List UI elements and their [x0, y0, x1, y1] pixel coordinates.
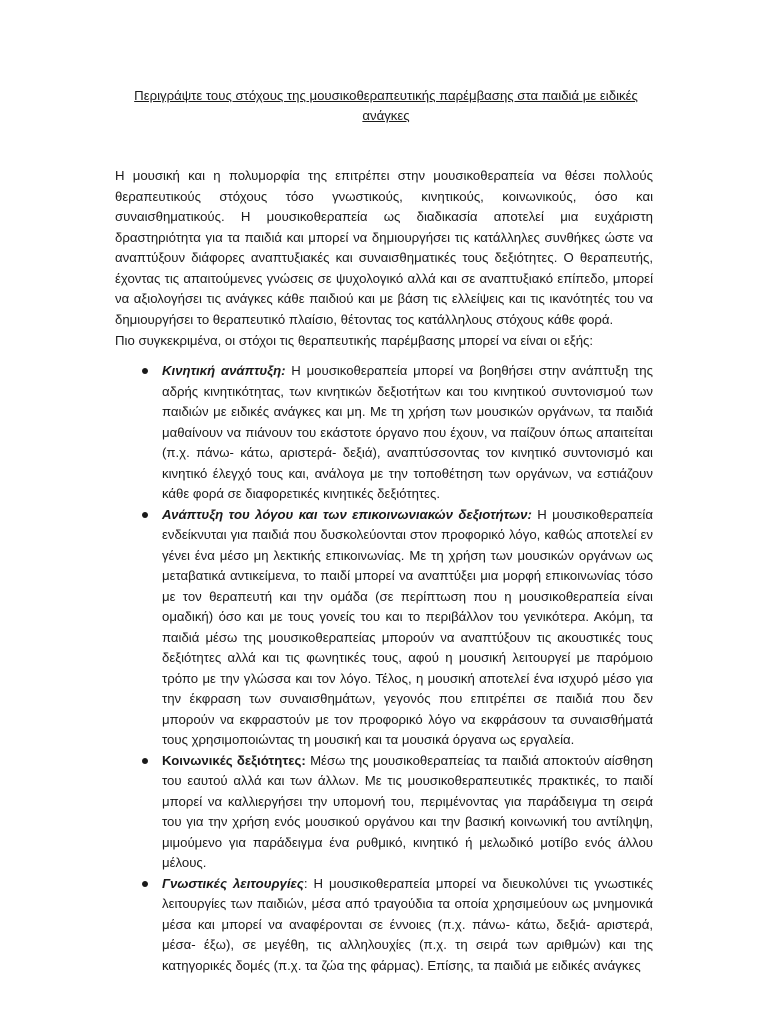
list-item-body [162, 874, 653, 977]
list-item-term: Κινητική ανάπτυξη: [162, 363, 286, 378]
list-item-body [162, 751, 653, 874]
lead-paragraph: Πιο συγκεκριμένα, οι στόχοι τις θεραπευτικής παρέμβασης μπορεί να είναι οι εξής: [115, 333, 594, 348]
bullet-icon [142, 881, 148, 887]
list-item-body [162, 505, 653, 751]
bullet-icon [142, 758, 148, 764]
list-item-text: Η μουσικοθεραπεία μπορεί να βοηθήσει στην ανάπτυξη της αδρής κινητικότητας, των κινητικών δεξιοτήτων και του κινητικού συντονισμού των παιδιών με ειδικές ανάγκες και μη. Με τη χρήση των μουσικών οργάνων, τα παιδιά μαθαίνουν να πιάνουν του εκάστοτε όργανο που έχουν, να παίζουν όπως απαιτείται (π.χ. πάνω- κάτω, αριστερά- δεξιά), αναπτύσσοντας τον κινητικό συντονισμό και κινητικό έλεγχό τους και, ανάλογα με την τοποθέτηση των οργάνων, να εστιάζουν κάθε φορά σε διαφορετικές κινητικές δεξιότητες. [162, 363, 653, 501]
list-item-text: Μέσω της μουσικοθεραπείας τα παιδιά αποκτούν αίσθηση του εαυτού αλλά και των άλλων. Με τις μουσικοθεραπευτικές πρακτικές, το παιδί μπορεί να καλλιεργήσει την υπομονή του, περιμένοντας για παράδειγμα τη σειρά του για την χρήση ενός μουσικού οργάνου και την βασική κοινωνική του αντίληψη, μιμούμενο για παράδειγμα ένα ρυθμικό, κινητικό ή μελωδικό μοτίβο ενός άλλου μέλους. [162, 752, 653, 870]
bullet-icon [142, 512, 148, 518]
list-item-text: Η μουσικοθεραπεία ενδείκνυται για παιδιά που δυσκολεύονται στον προφορικό λόγο, καθώς αποτελεί εν γένει ένα μέσο μη λεκτικής επικοινωνίας. Με τη χρήση των μουσικών οργάνων ως μεταβατικά αντικείμενα, το παιδί μπορεί να αναπτύξει μια μορφή επικοινωνίας τόσο με τον θεραπευτή και την ομάδα (σε περίπτωση που η μουσικοθεραπεία είναι ομαδική) όσο και με τους γονείς του και το περιβάλλον του γενικότερα. Ακόμη, τα παιδιά μέσω της μουσικοθεραπείας μπορούν να αναπτύξουν τις ακουστικές τους δεξιότητες αλλά και τις φωνητικές τους, αφού η μουσική λειτουργεί με παρόμοιο τρόπο με την γλώσσα και τον λόγο. Τέλος, η μουσική αποτελεί ένα ισχυρό μέσο για την έκφραση των συναισθημάτων, γεγονός που επιτρέπει σε παιδιά που δεν μπορούν να εκφραστούν με τον προφορικό λόγο να εκφράσουν τα συναισθήματά τους χρησιμοποιώντας τη μουσική και τα μουσικά όργανα ως εργαλεία. [162, 506, 653, 747]
list-item-motor-development [142, 361, 653, 505]
goals-list [142, 361, 653, 976]
list-item-language-development [142, 505, 653, 751]
list-item-term: Κοινωνικές δεξιότητες: [162, 752, 306, 768]
intro-paragraph: Η μουσική και η πολυμορφία της επιτρέπει στην μουσικοθεραπεία να θέσει πολλούς θεραπευτικούς στόχους τόσο γνωστικούς, κινητικούς, κοινωνικούς, όσο και συναισθηματικούς. Η μουσικοθεραπεία ως διαδικασία αποτελεί μια ευχάριστη δραστηριότητα για τα παιδιά και μπορεί να δημιουργήσει τις κατάλληλες συνθήκες ώστε να αναπτύξουν διάφορες αναπτυξιακές και συναισθηματικές τους δεξιότητες. Ο θεραπευτής, έχοντας τις απαιτούμενες γνώσεις σε ψυχολογικό αλλά και σε αναπτυξιακό επίπεδο, μπορεί να αξιολογήσει τις ανάγκες κάθε παιδιού και με βάση τις ελλείψεις και τις ικανότητές του να δημιουργήσει το θεραπευτικό πλαίσιο, θέτοντας τος κατάλληλους στόχους κάθε φορά. [115, 168, 653, 327]
list-item-cognitive-functions [142, 874, 653, 977]
bullet-icon [142, 368, 148, 374]
list-item-social-skills [142, 751, 653, 874]
list-item-text: : Η μουσικοθεραπεία μπορεί να διευκολύνει τις γνωστικές λειτουργίες των παιδιών, μέσα από τραγούδια τα οποία χρησιμεύουν ως μνημονικά μέσα και μπορεί να αναφέρονται σε έννοιες (π.χ. πάνω- κάτω, δεξιά- αριστερά, μέσα- έξω), σε μεγέθη, τις αλληλουχίες (π.χ. τη σειρά των αριθμών) και της κατηγορικές δομές (π.χ. τα ζώα της φάρμας). Επίσης, τα παιδιά με ειδικές ανάγκες [162, 875, 653, 973]
list-item-term: Γνωστικές λειτουργίες [162, 875, 304, 891]
list-item-body [162, 361, 653, 505]
list-item-term: Ανάπτυξη του λόγου και των επικοινωνιακών δεξιοτήτων: [162, 506, 532, 522]
document-title: Περιγράψτε τους στόχους της μουσικοθεραπευτικής παρέμβασης στα παιδιά με ειδικές ανάγκες [134, 88, 638, 123]
